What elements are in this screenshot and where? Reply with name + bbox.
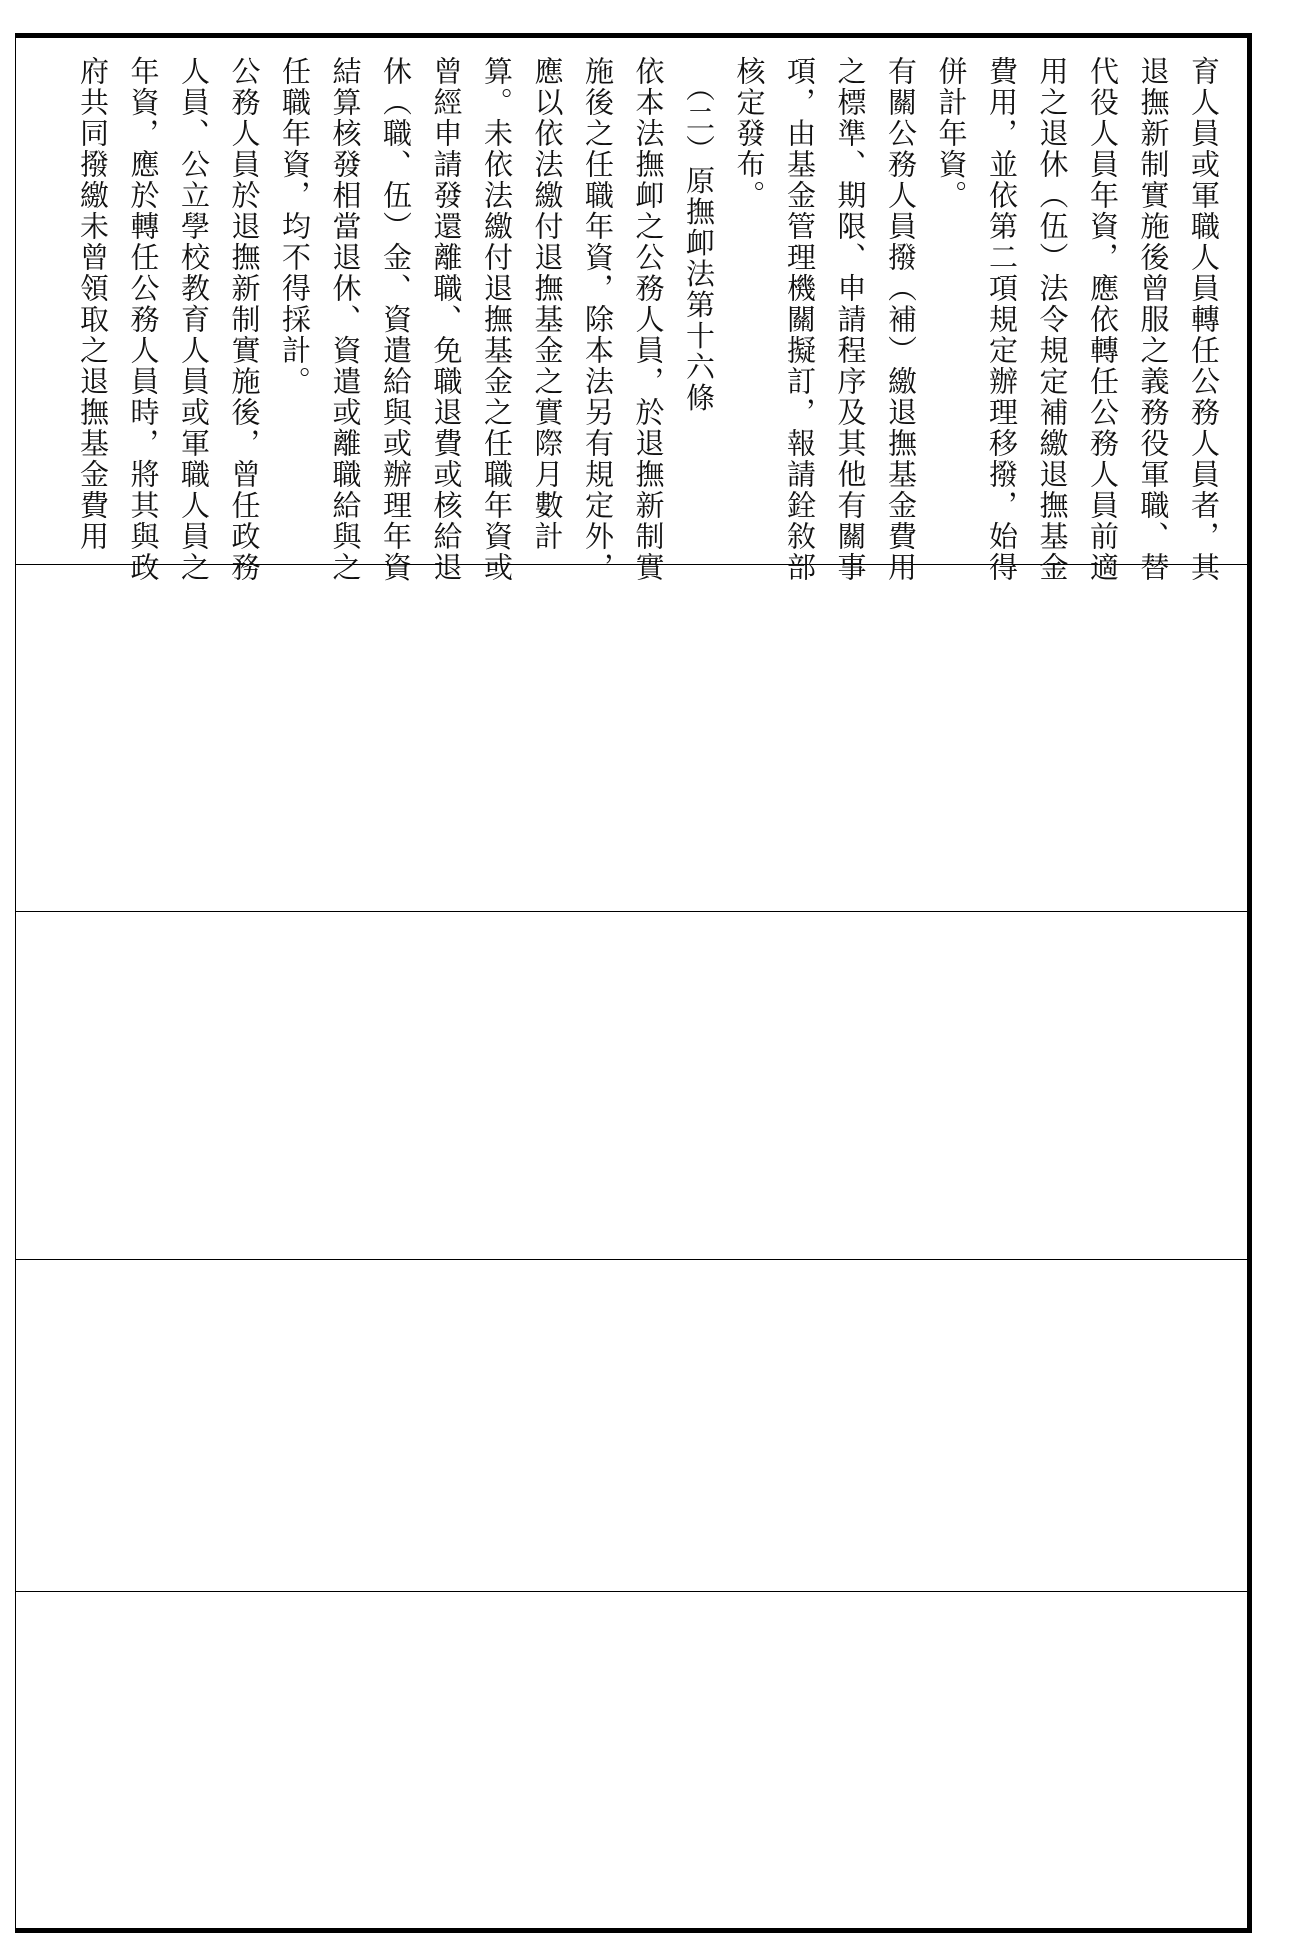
text-line: 算。未依法繳付退撫基金之任職年資或 (480, 56, 514, 583)
text-line: 費用，並依第二項規定辦理移撥，始得 (985, 56, 1019, 583)
text-line: 人員、公立學校教育人員或軍職人員之 (177, 56, 211, 583)
text-line: 府共同撥繳未曾領取之退撫基金費用 (76, 56, 110, 552)
empty-section (15, 912, 1247, 1260)
text-line: 核定發布。 (732, 56, 767, 211)
text-line: 任職年資，均不得採計。 (278, 56, 312, 397)
text-line: 結算核發相當退休、資遣或離職給與之 (328, 56, 363, 583)
text-line: 退撫新制實施後曾服之義務役軍職、替 (1136, 56, 1171, 583)
text-line: 依本法撫卹之公務人員，於退撫新制實 (631, 56, 666, 583)
text-line: 施後之任職年資，除本法另有規定外， (581, 56, 615, 583)
text-line: 項，由基金管理機關擬訂，報請銓敘部 (783, 56, 817, 583)
text-section (15, 38, 1247, 583)
empty-section (15, 1592, 1247, 1928)
text-line: 代役人員年資，應依轉任公務人員前適 (1086, 56, 1120, 583)
text-line: 育人員或軍職人員轉任公務人員者，其 (1187, 56, 1221, 583)
empty-section (15, 1260, 1247, 1592)
text-line: 應以依法繳付退撫基金之實際月數計 (530, 56, 565, 552)
text-line: 併計年資。 (934, 56, 969, 211)
text-line: 用之退休（伍）法令規定補繳退撫基金 (1035, 56, 1070, 583)
text-line: 之標準、期限、申請程序及其他有關事 (833, 56, 868, 583)
text-line: 曾經申請發還離職、免職退費或核給退 (429, 56, 464, 583)
text-line: 年資，應於轉任公務人員時，將其與政 (126, 56, 161, 583)
text-line: 休（職、伍）金、資遣給與或辦理年資 (379, 56, 413, 583)
empty-section (15, 565, 1247, 912)
text-line: 有關公務人員撥（補）繳退撫基金費用 (884, 56, 918, 583)
vertical-text-block (68, 56, 1230, 583)
text-line: 公務人員於退撫新制實施後，曾任政務 (227, 56, 262, 583)
text-line: （二）原撫卹法第十六條 (682, 56, 716, 414)
